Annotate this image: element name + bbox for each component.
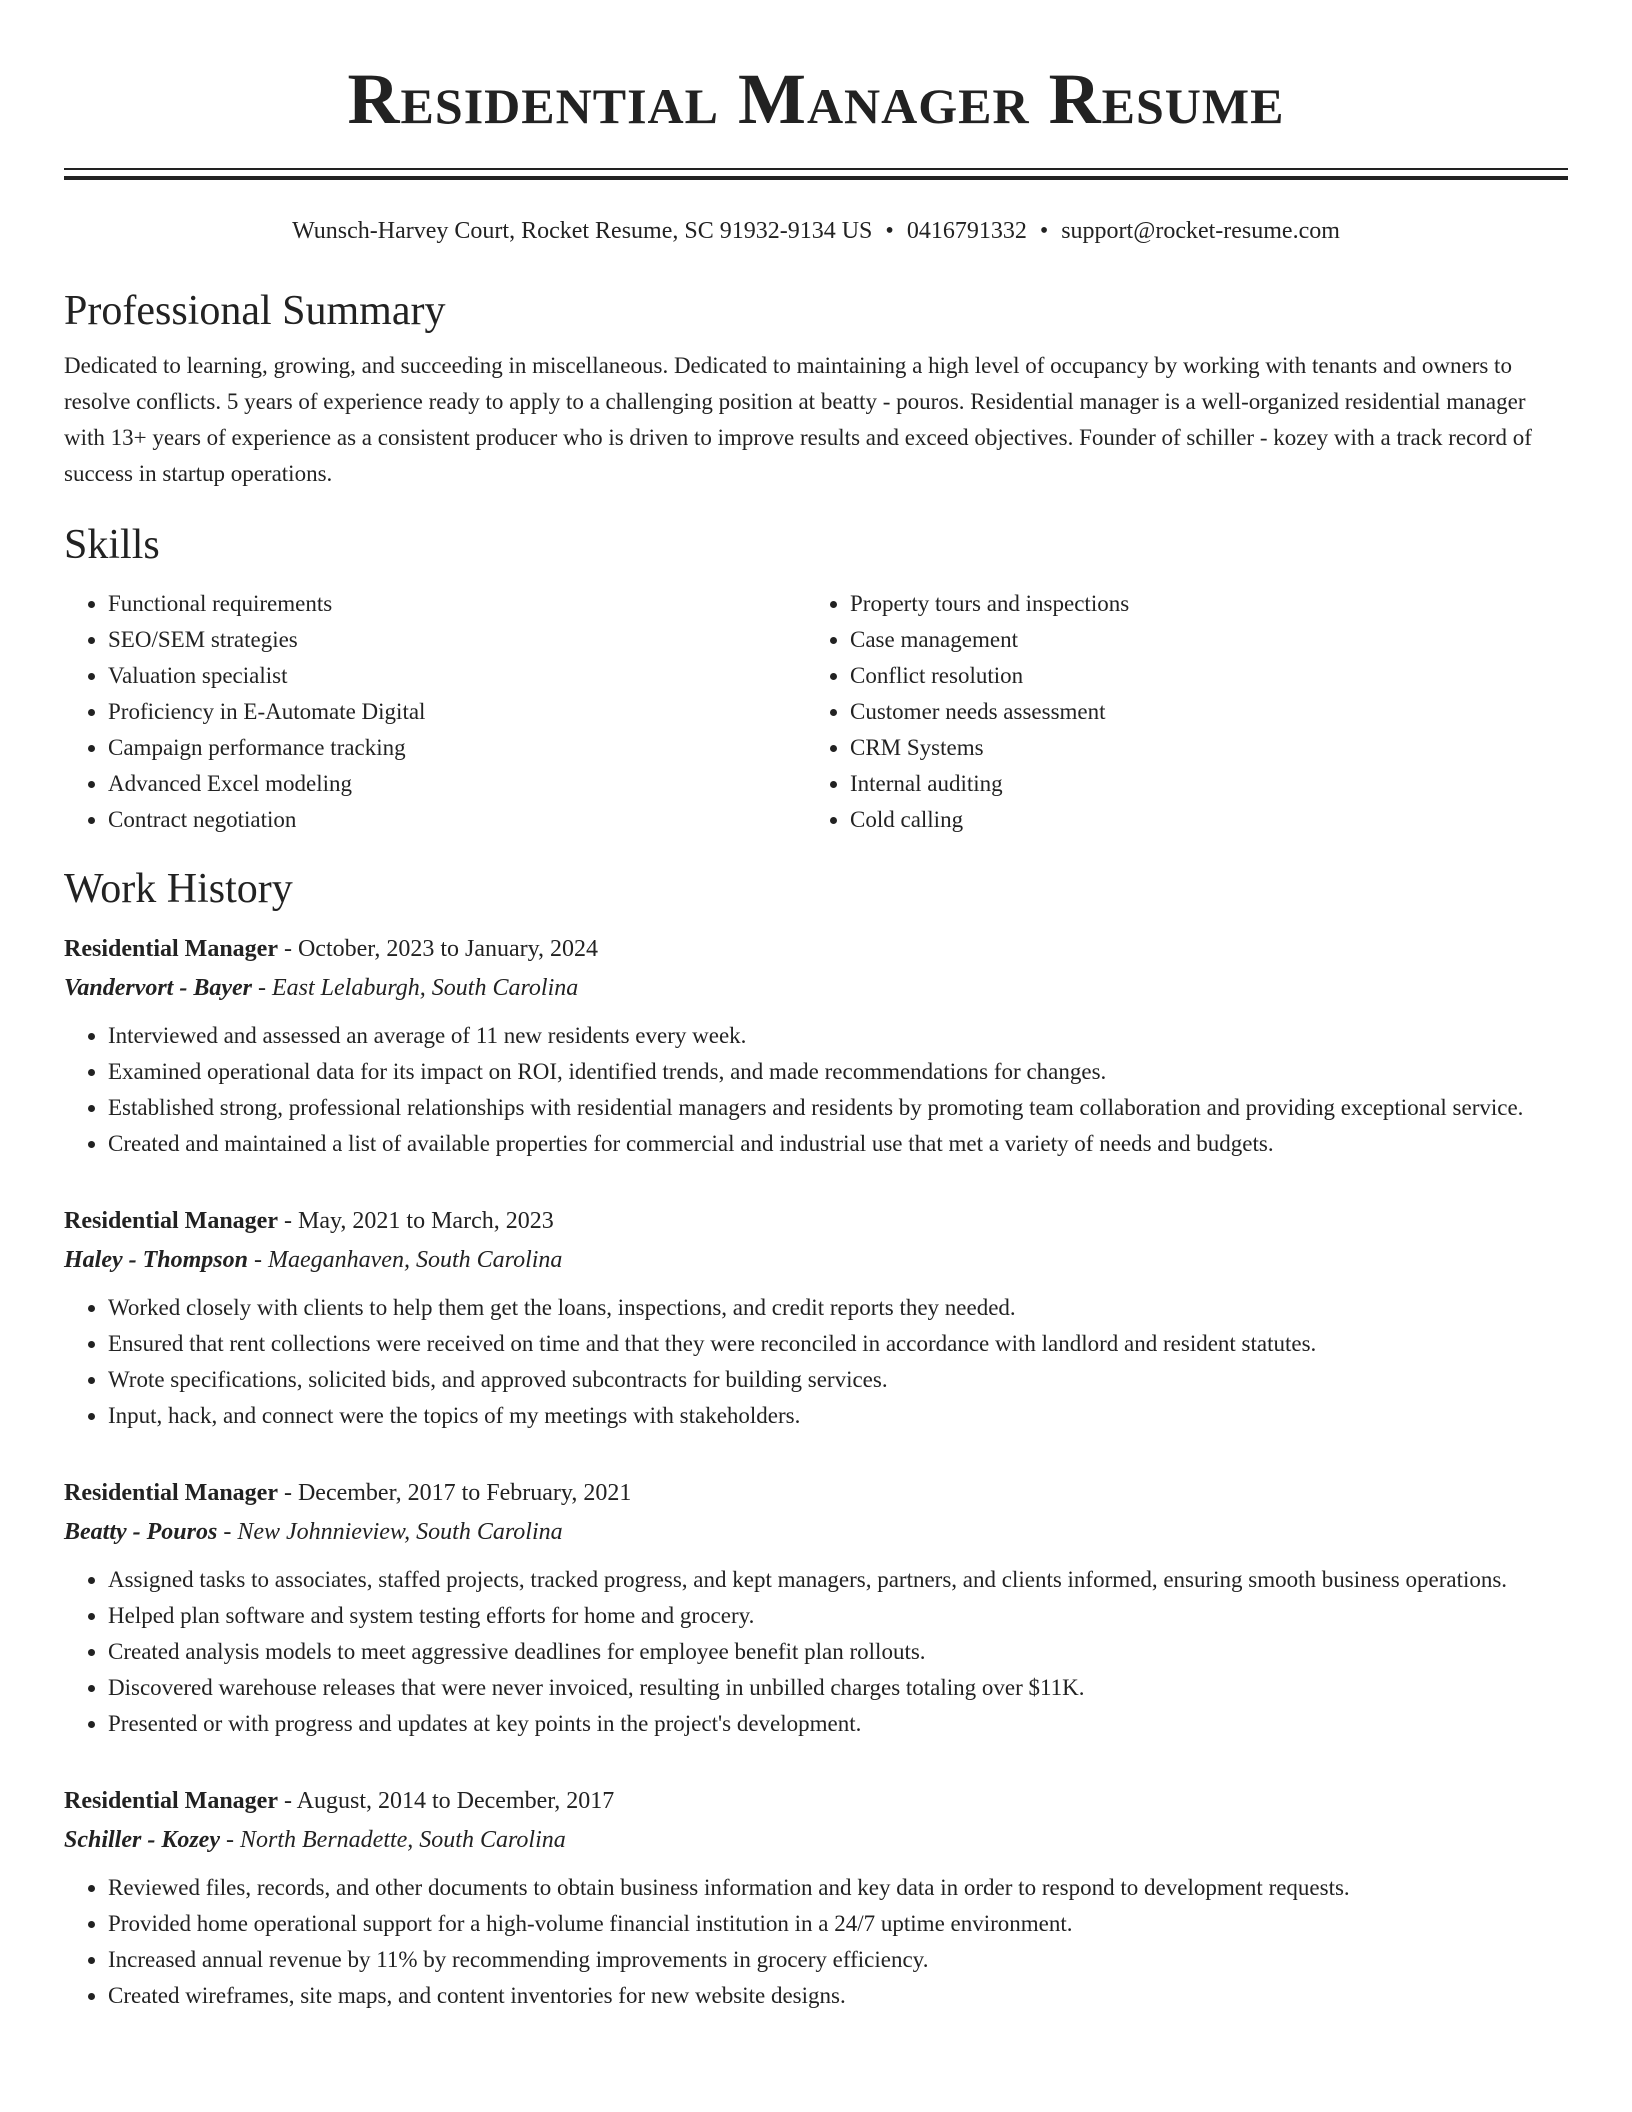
duty-item: • Created wireframes, site maps, and content inventories for new website designs. bbox=[108, 1978, 1568, 2014]
duty-item: • Interviewed and assessed an average of 11 new residents every week. bbox=[108, 1018, 1568, 1054]
summary-heading: Professional Summary bbox=[64, 288, 446, 334]
duty-item: • Created analysis models to meet aggressive deadlines for employee benefit plan rollouts. bbox=[108, 1634, 1568, 1670]
job-title: Residential Manager bbox=[64, 1208, 278, 1234]
contact-email: support@rocket-resume.com bbox=[1061, 218, 1340, 244]
work-history-heading: Work History bbox=[64, 866, 293, 912]
job-employer bbox=[64, 1240, 1568, 1280]
duty-item: • Assigned tasks to associates, staffed projects, tracked progress, and kept managers, partners, and clients informed, ensuring smooth business operations. bbox=[108, 1562, 1568, 1598]
job-header bbox=[64, 1782, 1568, 1820]
duty-item: • Examined operational data for its impact on ROI, identified trends, and made recommendations for changes. bbox=[108, 1054, 1568, 1090]
job-entry bbox=[64, 1474, 1568, 1742]
job-employer bbox=[64, 968, 1568, 1008]
job-title: Residential Manager bbox=[64, 936, 278, 962]
duty-item: • Discovered warehouse releases that were never invoiced, resulting in unbilled charges totaling over $11K. bbox=[108, 1670, 1568, 1706]
job-header bbox=[64, 1474, 1568, 1512]
job-location: - East Lelaburgh, South Carolina bbox=[252, 975, 579, 1001]
duty-item: • Increased annual revenue by 11% by recommending improvements in grocery efficiency. bbox=[108, 1942, 1568, 1978]
duty-item: • Established strong, professional relationships with residential managers and residents by promoting team collaboration and providing exceptional service. bbox=[108, 1090, 1568, 1126]
duty-item: • Input, hack, and connect were the topics of my meetings with stakeholders. bbox=[108, 1398, 1568, 1434]
skill-item: • Contract negotiation bbox=[108, 802, 806, 838]
job-entry bbox=[64, 930, 1568, 1162]
job-location: - Maeganhaven, South Carolina bbox=[248, 1247, 563, 1273]
title-divider-bottom bbox=[64, 176, 1568, 180]
job-duties bbox=[64, 1562, 1568, 1742]
contact-line bbox=[64, 216, 1568, 246]
skills-column-left bbox=[64, 586, 806, 838]
title-divider-top bbox=[64, 168, 1568, 170]
duty-item: • Ensured that rent collections were received on time and that they were reconciled in accordance with landlord and resident statutes. bbox=[108, 1326, 1568, 1362]
company-name: Beatty - Pouros bbox=[64, 1519, 218, 1545]
job-duties bbox=[64, 1018, 1568, 1162]
job-location: - North Bernadette, South Carolina bbox=[220, 1827, 566, 1853]
job-employer bbox=[64, 1512, 1568, 1552]
job-dates: - October, 2023 to January, 2024 bbox=[277, 936, 599, 962]
skill-item: • SEO/SEM strategies bbox=[108, 622, 806, 658]
job-duties bbox=[64, 1290, 1568, 1434]
duty-item: • Provided home operational support for a high-volume financial institution in a 24/7 uptime environment. bbox=[108, 1906, 1568, 1942]
skills-heading: Skills bbox=[64, 522, 160, 568]
skill-item: • Advanced Excel modeling bbox=[108, 766, 806, 802]
skills-list bbox=[64, 586, 1568, 838]
skill-item: • Campaign performance tracking bbox=[108, 730, 806, 766]
skill-item: • Proficiency in E-Automate Digital bbox=[108, 694, 806, 730]
job-entry bbox=[64, 1782, 1568, 2014]
summary-text: Dedicated to learning, growing, and succeeding in miscellaneous. Dedicated to maintaining a high level of occupancy by working with tenants and owners to resolve conflicts. 5 years of experience ready to apply to a challenging position at beatty - pouros. Residential manager is a well-organized residential manager with 13+ years of experience as a consistent producer who is driven to improve results and exceed objectives. Founder of schiller - kozey with a track record of success in startup operations. bbox=[64, 353, 1532, 486]
company-name: Haley - Thompson bbox=[64, 1247, 248, 1273]
duty-item: • Worked closely with clients to help them get the loans, inspections, and credit reports they needed. bbox=[108, 1290, 1568, 1326]
job-dates: - August, 2014 to December, 2017 bbox=[277, 1788, 615, 1814]
contact-phone: 0416791332 bbox=[906, 218, 1027, 244]
job-dates: - December, 2017 to February, 2021 bbox=[277, 1480, 632, 1506]
duty-item: • Wrote specifications, solicited bids, and approved subcontracts for building services. bbox=[108, 1362, 1568, 1398]
company-name: Schiller - Kozey bbox=[64, 1827, 220, 1853]
skill-item: • Valuation specialist bbox=[108, 658, 806, 694]
contact-separator: • bbox=[885, 218, 894, 244]
company-name: Vandervort - Bayer bbox=[64, 975, 252, 1001]
duty-item: • Presented or with progress and updates at key points in the project's development. bbox=[108, 1706, 1568, 1742]
skill-item: • Conflict resolution bbox=[850, 658, 1548, 694]
job-duties bbox=[64, 1870, 1568, 2014]
job-header bbox=[64, 1202, 1568, 1240]
skill-item: • Case management bbox=[850, 622, 1548, 658]
job-header bbox=[64, 930, 1568, 968]
duty-item: • Helped plan software and system testing efforts for home and grocery. bbox=[108, 1598, 1568, 1634]
job-dates: - May, 2021 to March, 2023 bbox=[277, 1208, 554, 1234]
skill-item: • Cold calling bbox=[850, 802, 1548, 838]
contact-separator: • bbox=[1039, 218, 1049, 244]
resume-page bbox=[64, 0, 1568, 2014]
skill-item: • Property tours and inspections bbox=[850, 586, 1548, 622]
contact-address: Wunsch-Harvey Court, Rocket Resume, SC 91932-9134 US bbox=[292, 218, 873, 244]
skills-column-right bbox=[806, 586, 1548, 838]
duty-item: • Reviewed files, records, and other documents to obtain business information and key data in order to respond to development requests. bbox=[108, 1870, 1568, 1906]
job-entry bbox=[64, 1202, 1568, 1434]
skill-item: • Customer needs assessment bbox=[850, 694, 1548, 730]
resume-title: Residential Manager Resume bbox=[347, 59, 1285, 139]
skill-item: • Internal auditing bbox=[850, 766, 1548, 802]
skill-item: • CRM Systems bbox=[850, 730, 1548, 766]
job-title: Residential Manager bbox=[64, 1788, 278, 1814]
job-location: - New Johnnieview, South Carolina bbox=[217, 1519, 563, 1545]
skill-item: • Functional requirements bbox=[108, 586, 806, 622]
duty-item: • Created and maintained a list of available properties for commercial and industrial use that met a variety of needs and budgets. bbox=[108, 1126, 1568, 1162]
job-employer bbox=[64, 1820, 1568, 1860]
job-title: Residential Manager bbox=[64, 1480, 278, 1506]
